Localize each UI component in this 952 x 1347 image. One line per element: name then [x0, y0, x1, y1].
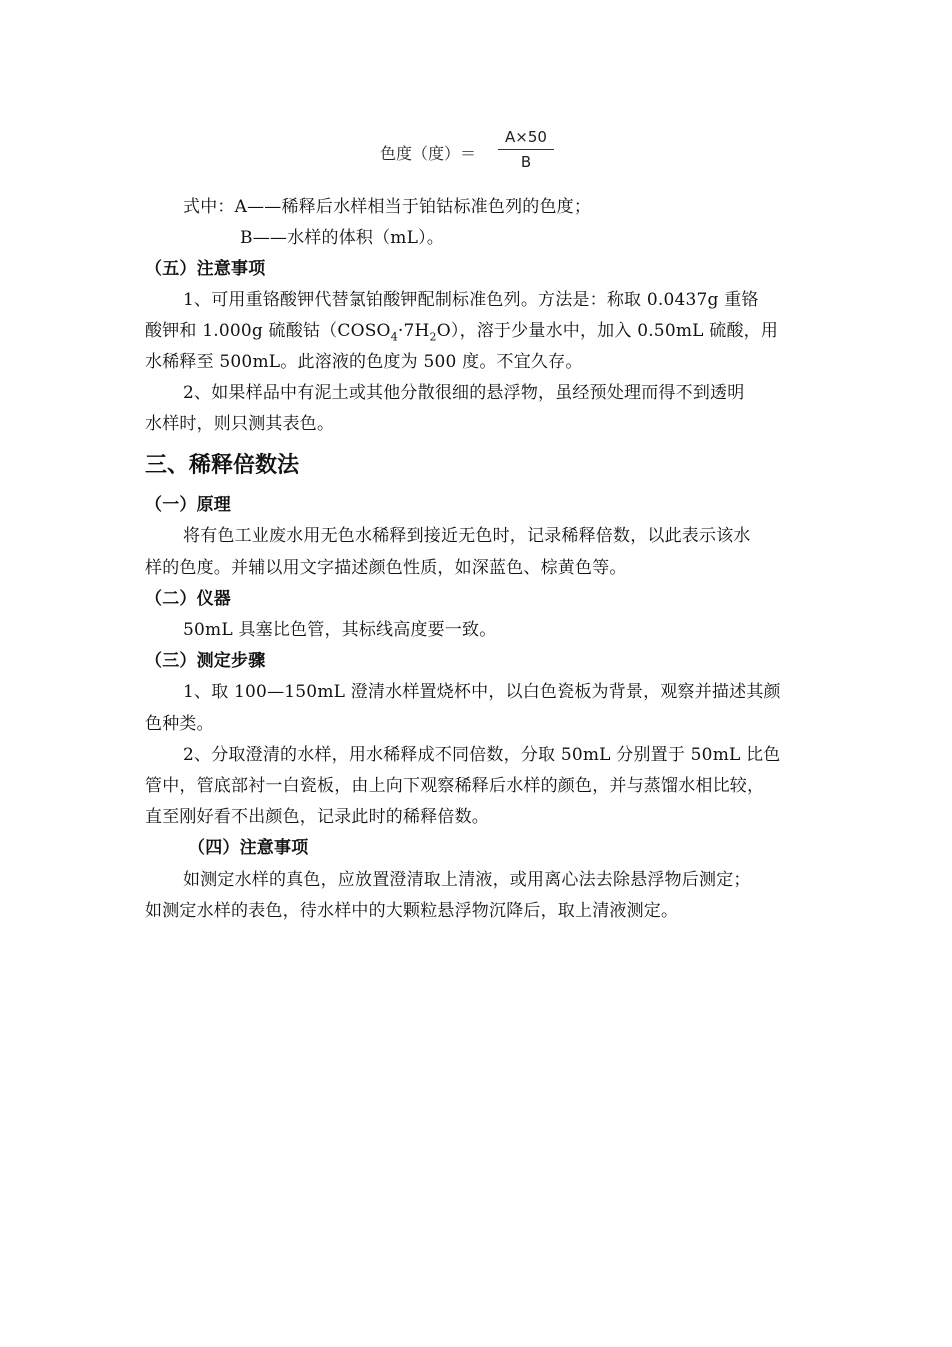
notes5-p1-line2-c: O），溶于少量水中，加入 0.50mL 硫酸，用 — [436, 321, 779, 341]
section-title: 三、稀释倍数法 — [145, 453, 300, 478]
notes5-p1-line2-a: 酸钾和 1.000g 硫酸钴（COSO — [145, 321, 391, 341]
step2-line1: 2、分取澄清的水样，用水稀释成不同倍数，分取 50mL 分别置于 50mL 比色 — [183, 745, 781, 765]
principle-heading: （一）原理 — [145, 495, 231, 515]
notes5-p2-line1: 2、如果样品中有泥土或其他分散很细的悬浮物，虽经预处理而得不到透明 — [183, 383, 745, 403]
notes5-p2-line2: 水样时，则只测其表色。 — [145, 414, 335, 434]
formula-where-b: B——水样的体积（mL）。 — [240, 228, 445, 248]
notes4-line2: 如测定水样的表色，待水样中的大颗粒悬浮物沉降后，取上清液测定。 — [145, 901, 679, 921]
step2-line2: 管中，管底部衬一白瓷板，由上向下观察稀释后水样的颜色，并与蒸馏水相比较， — [145, 776, 765, 796]
formula-lhs: 色度（度）＝ — [380, 144, 477, 163]
notes5-p1-line2-b: ·7H — [397, 321, 430, 341]
notes4-heading: （四）注意事项 — [188, 838, 309, 858]
instrument-line1: 50mL 具塞比色管，其标线高度要一致。 — [183, 620, 497, 640]
formula-fraction — [498, 127, 554, 172]
principle-line2: 样的色度。并辅以用文字描述颜色性质，如深蓝色、棕黄色等。 — [145, 558, 627, 578]
notes5-p1-line3: 水稀释至 500mL。此溶液的色度为 500 度。不宜久存。 — [145, 352, 583, 372]
notes5-heading: （五）注意事项 — [145, 259, 266, 279]
step1-line2: 色种类。 — [145, 714, 214, 734]
formula-where-a: 式中：A——稀释后水样相当于铂钴标准色列的色度； — [183, 197, 592, 217]
step1-line1: 1、取 100—150mL 澄清水样置烧杯中，以白色瓷板为背景，观察并描述其颜 — [183, 682, 781, 702]
formula-numerator: A×50 — [505, 128, 547, 146]
notes5-p1-line2 — [145, 320, 815, 342]
subscript-4: 4 — [390, 330, 398, 344]
principle-line1: 将有色工业废水用无色水稀释到接近无色时，记录稀释倍数，以此表示该水 — [183, 526, 751, 546]
formula-denominator: B — [520, 153, 532, 171]
instrument-heading: （二）仪器 — [145, 589, 231, 609]
subscript-2: 2 — [429, 330, 437, 344]
notes4-line1: 如测定水样的真色，应放置澄清取上清液，或用离心法去除悬浮物后测定； — [183, 870, 751, 890]
notes5-p1-line1: 1、可用重铬酸钾代替氯铂酸钾配制标准色列。方法是：称取 0.0437g 重铬 — [183, 290, 759, 310]
fraction-bar — [498, 149, 554, 150]
step2-line3: 直至刚好看不出颜色，记录此时的稀释倍数。 — [145, 807, 489, 827]
steps-heading: （三）测定步骤 — [145, 651, 266, 671]
